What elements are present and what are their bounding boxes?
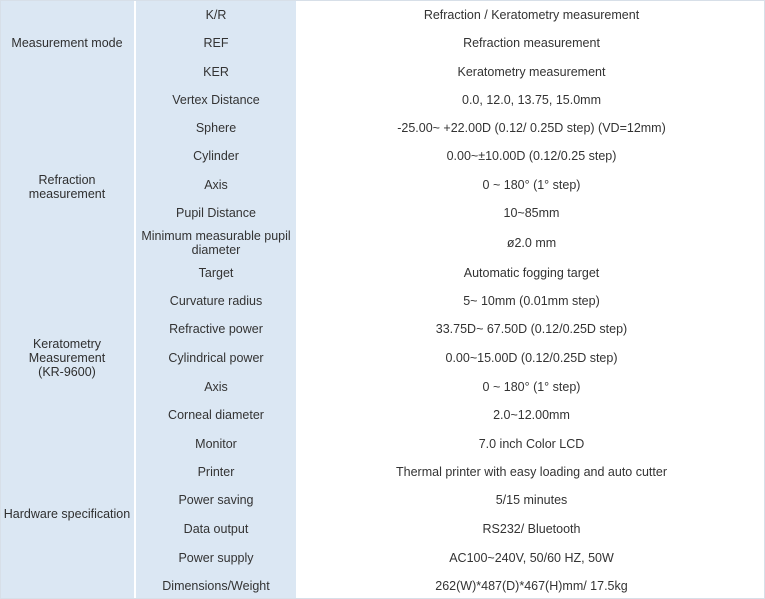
parameter-value: 0.00~±10.00D (0.12/0.25 step) [298,142,765,170]
parameter-value: -25.00~ +22.00D (0.12/ 0.25D step) (VD=12mm) [298,114,765,142]
parameter-label: Target [136,258,298,287]
parameter-value: 0 ~ 180° (1° step) [298,170,765,199]
parameter-label: Power supply [136,543,298,572]
parameter-label: Cylinder [136,142,298,170]
parameter-label: Minimum measurable pupil diameter [136,227,298,258]
group-label: Refraction measurement [0,86,136,287]
parameter-value: Keratometry measurement [298,57,765,86]
parameter-value: 33.75D~ 67.50D (0.12/0.25D step) [298,315,765,343]
parameter-value: Refraction measurement [298,29,765,57]
parameter-value: AC100~240V, 50/60 HZ, 50W [298,543,765,572]
parameter-label: Cylindrical power [136,343,298,372]
parameter-label: REF [136,29,298,57]
parameter-label: Monitor [136,429,298,458]
parameter-value: Refraction / Keratometry measurement [298,0,765,29]
parameter-value: 262(W)*487(D)*467(H)mm/ 17.5kg [298,572,765,599]
parameter-label: KER [136,57,298,86]
parameter-label: Power saving [136,486,298,514]
group-label: Measurement mode [0,0,136,86]
parameter-label: Curvature radius [136,287,298,315]
parameter-label: Pupil Distance [136,199,298,227]
parameter-label: Axis [136,170,298,199]
group-label: Hardware specification [0,429,136,599]
parameter-value: Automatic fogging target [298,258,765,287]
parameter-label: Vertex Distance [136,86,298,114]
parameter-value: ø2.0 mm [298,227,765,258]
parameter-value: RS232/ Bluetooth [298,514,765,543]
parameter-value: 0.0, 12.0, 13.75, 15.0mm [298,86,765,114]
parameter-value: 5/15 minutes [298,486,765,514]
parameter-value: 10~85mm [298,199,765,227]
parameter-label: Printer [136,458,298,486]
parameter-label: Data output [136,514,298,543]
parameter-label: Axis [136,372,298,401]
table-rule [0,0,1,599]
parameter-value: 0.00~15.00D (0.12/0.25D step) [298,343,765,372]
table-rule [0,0,765,1]
parameter-label: Dimensions/Weight [136,572,298,599]
parameter-label: Sphere [136,114,298,142]
parameter-label: K/R [136,0,298,29]
parameter-label: Refractive power [136,315,298,343]
parameter-label: Corneal diameter [136,401,298,429]
parameter-value: 0 ~ 180° (1° step) [298,372,765,401]
parameter-value: Thermal printer with easy loading and auto cutter [298,458,765,486]
parameter-value: 2.0~12.00mm [298,401,765,429]
group-label: Keratometry Measurement (KR-9600) [0,287,136,429]
parameter-value: 7.0 inch Color LCD [298,429,765,458]
parameter-value: 5~ 10mm (0.01mm step) [298,287,765,315]
